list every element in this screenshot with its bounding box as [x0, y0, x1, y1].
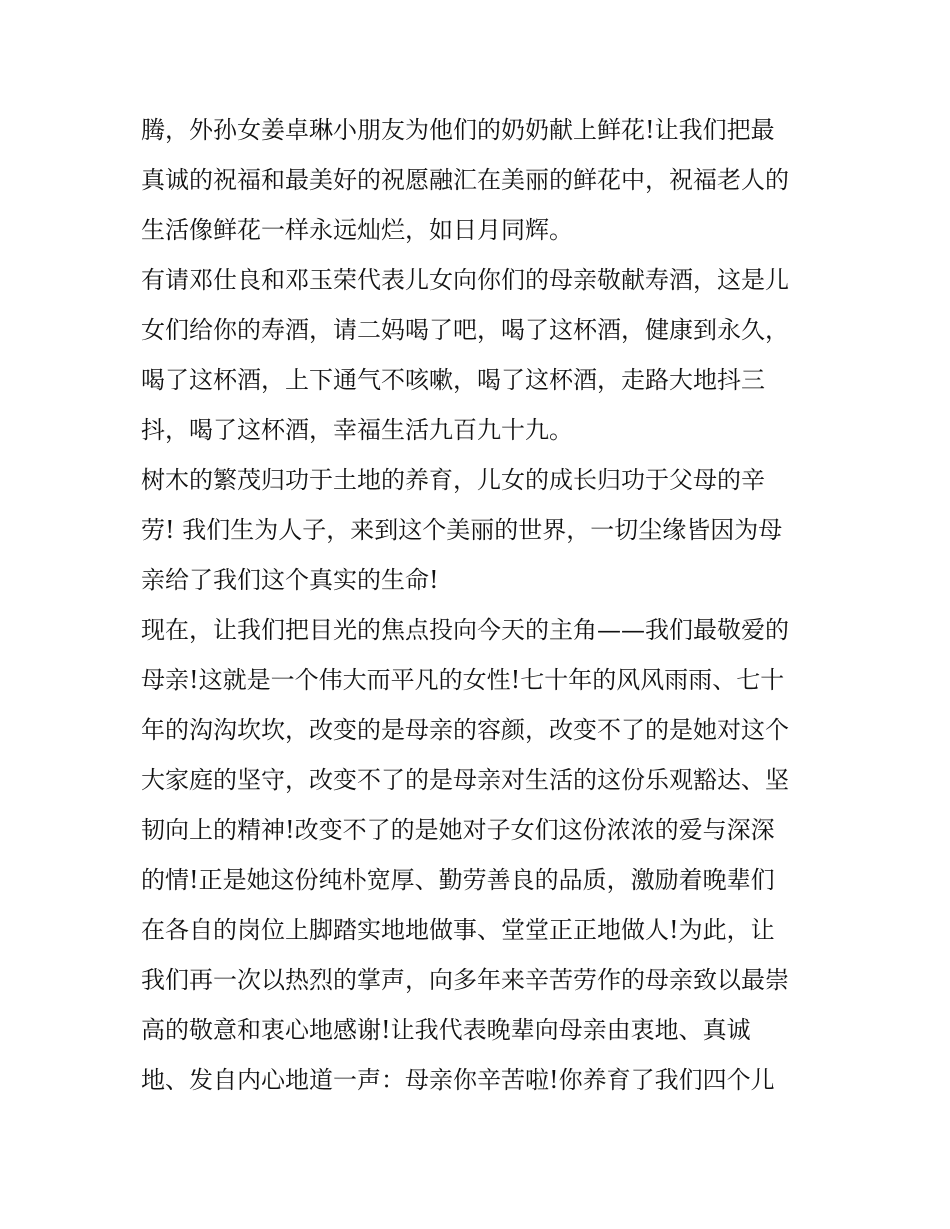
text-line: 树木的繁茂归功于土地的养育，儿女的成长归功于父母的辛 [141, 466, 765, 494]
text-line: 腾，外孙女姜卓琳小朋友为他们的奶奶献上鲜花!让我们把最 [141, 116, 775, 144]
document-body [141, 105, 821, 1105]
text-line: 在各自的岗位上脚踏实地地做事、堂堂正正地做人!为此，让 [141, 916, 775, 944]
text-line: 劳! 我们生为人子，来到这个美丽的世界，一切尘缘皆因为母 [141, 516, 783, 544]
text-line: 生活像鲜花一样永远灿烂，如日月同辉。 [141, 216, 573, 244]
text-line: 女们给你的寿酒，请二妈喝了吧，喝了这杯酒，健康到永久， [141, 316, 789, 344]
text-line: 母亲!这就是一个伟大而平凡的女性!七十年的风风雨雨、七十 [141, 666, 785, 694]
text-line: 抖，喝了这杯酒，幸福生活九百九十九。 [141, 416, 573, 444]
text-line: 大家庭的坚守，改变不了的是母亲对生活的这份乐观豁达、坚 [141, 766, 789, 794]
text-line: 真诚的祝福和最美好的祝愿融汇在美丽的鲜花中，祝福老人的 [141, 166, 789, 194]
text-line: 我们再一次以热烈的掌声，向多年来辛苦劳作的母亲致以最崇 [141, 966, 789, 994]
text-line: 地、发自内心地道一声：母亲你辛苦啦!你养育了我们四个儿 [141, 1066, 775, 1094]
text-line: 有请邓仕良和邓玉荣代表儿女向你们的母亲敬献寿酒，这是儿 [141, 266, 789, 294]
text-line: 喝了这杯酒，上下通气不咳嗽，喝了这杯酒，走路大地抖三 [141, 366, 765, 394]
text-line: 年的沟沟坎坎，改变的是母亲的容颜，改变不了的是她对这个 [141, 716, 789, 744]
text-line: 现在，让我们把目光的焦点投向今天的主角——我们最敬爱的 [141, 616, 789, 644]
text-line: 高的敬意和衷心地感谢!让我代表晚辈向母亲由衷地、真诚 [141, 1016, 751, 1044]
text-line: 韧向上的精神!改变不了的是她对子女们这份浓浓的爱与深深 [141, 816, 775, 844]
text-line: 亲给了我们这个真实的生命! [141, 566, 439, 594]
text-line: 的情!正是她这份纯朴宽厚、勤劳善良的品质，激励着晚辈们 [141, 866, 775, 894]
